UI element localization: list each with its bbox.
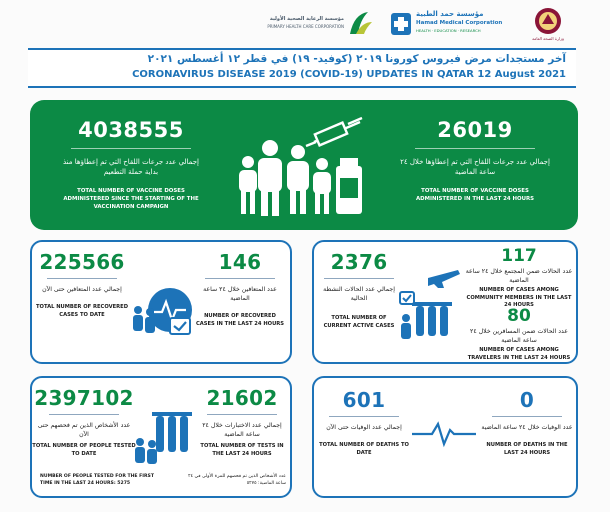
test-tubes-people-icon — [132, 408, 194, 466]
recovered-last24-stat — [194, 250, 286, 328]
divider — [71, 148, 191, 149]
first-time-tested-note-en: NUMBER OF PEOPLE TESTED FOR THE FIRST TIME IN THE LAST 24 HOURS: 5275 — [40, 474, 154, 486]
deaths-total-value: 601 — [342, 388, 386, 412]
deaths-box — [312, 376, 578, 498]
divider — [207, 414, 277, 415]
divider — [324, 278, 394, 279]
deaths-last24-label-en: NUMBER OF DEATHS IN THE LAST 24 HOURS — [486, 442, 568, 456]
heartbeat-line-icon — [412, 420, 476, 448]
vaccine-last24-card — [400, 118, 550, 203]
deaths-total-label-ar: إجمالي عدد الوفيات حتى الآن — [326, 424, 402, 431]
tested-last24-label-ar: إجمالي عدد الاختبارات خلال ٢٤ ساعة الماضية — [202, 422, 282, 438]
first-time-tested-note-ar: عدد الأشخاص الذين تم فحصهم للمرة الأولى في ٢٤ ساعة الماضية: ٥٢٧٥ — [188, 474, 286, 486]
tested-total-label-ar: عدد الأشخاص الذين تم فحصهم حتى الآن — [37, 422, 131, 438]
vaccine-family-icon — [236, 112, 366, 220]
tested-total-stat — [32, 386, 136, 458]
traveler-cases-label-ar: عدد الحالات ضمن المسافرين خلال ٢٤ ساعة الماضية — [470, 328, 568, 344]
active-total-label-ar: إجمالي عدد الحالات النشطة الحالية — [323, 286, 395, 302]
recovered-last24-label-ar: عدد المتعافين خلال ٢٤ ساعة الماضية — [203, 286, 277, 302]
divider — [492, 416, 562, 417]
moph-logo — [528, 6, 568, 44]
recovered-people-icon — [130, 282, 192, 338]
vaccine-total-card — [56, 118, 206, 211]
tested-total-label-en: TOTAL NUMBER OF PEOPLE TESTED TO DATE — [32, 443, 136, 457]
phcc-logo — [267, 8, 374, 42]
title-arabic: آخر مستجدات مرض فيروس كورونا ٢٠١٩ (كوفيد- ١٩) في قطر ١٢ أغسطس ٢٠٢١ — [147, 53, 566, 65]
phcc-name-ar: مؤسسة الرعاية الصحية الأولية — [269, 16, 344, 22]
vaccine-total-value: 4038555 — [78, 118, 184, 142]
divider — [47, 278, 117, 279]
title-band — [28, 48, 576, 88]
tested-last24-stat — [196, 386, 288, 458]
tested-box — [30, 376, 292, 498]
vaccine-last24-label-en: TOTAL NUMBER OF VACCINE DOSES ADMINISTERED IN THE LAST 24 HOURS — [415, 188, 535, 202]
traveler-cases-stat — [464, 306, 574, 362]
community-cases-label-en: NUMBER OF CASES AMONG COMMUNITY MEMBERS IN THE LAST 24 HOURS — [466, 287, 572, 308]
hmc-tagline: HEALTH · EDUCATION · RESEARCH — [416, 28, 481, 33]
hmc-name-en: Hamad Medical Corporation — [416, 20, 503, 26]
tested-last24-label-en: TOTAL NUMBER OF TESTS IN THE LAST 24 HOURS — [200, 443, 284, 457]
hmc-emblem-icon — [390, 12, 412, 36]
airplane-tubes-icon — [398, 266, 462, 346]
community-cases-stat — [464, 246, 574, 310]
vaccine-total-label-ar: إجمالي عدد جرعات اللقاح التي تم إعطاؤها منذ بداية حملة التطعيم — [62, 158, 199, 176]
recovered-box — [30, 240, 292, 364]
traveler-cases-value: 80 — [507, 306, 531, 326]
vaccine-total-label-en: TOTAL NUMBER OF VACCINE DOSES ADMINISTERED SINCE THE STARTING OF THE VACCINATION CAMPAIGN — [63, 188, 199, 210]
vaccine-last24-value: 26019 — [437, 118, 513, 142]
divider — [329, 416, 399, 417]
deaths-total-stat — [318, 388, 410, 457]
deaths-total-label-en: TOTAL NUMBER OF DEATHS TO DATE — [319, 442, 409, 456]
divider — [49, 414, 119, 415]
vaccination-panel — [30, 100, 578, 230]
vaccine-last24-label-ar: إجمالي عدد جرعات اللقاح التي تم إعطاؤها خلال ٢٤ ساعة الماضية — [400, 158, 550, 176]
deaths-last24-value: 0 — [519, 388, 535, 412]
divider — [205, 278, 275, 279]
recovered-total-label-en: TOTAL NUMBER OF RECOVERED CASES TO DATE — [36, 304, 129, 318]
community-cases-value: 117 — [501, 246, 537, 266]
moph-emblem-icon — [528, 6, 568, 36]
divider — [415, 148, 535, 149]
recovered-total-stat — [36, 250, 128, 319]
active-total-value: 2376 — [330, 250, 388, 274]
recovered-last24-label-en: NUMBER OF RECOVERED CASES IN THE LAST 24 HOURS — [195, 313, 285, 327]
title-english: CORONAVIRUS DISEASE 2019 (COVID-19) UPDATES IN QATAR 12 August 2021 — [132, 69, 566, 80]
deaths-last24-label-ar: عدد الوفيات خلال ٢٤ ساعة الماضية — [481, 424, 573, 431]
community-cases-label-ar: عدد الحالات ضمن المجتمع خلال ٢٤ ساعة الماضية — [465, 268, 573, 284]
recovered-last24-value: 146 — [218, 250, 262, 274]
deaths-last24-stat — [480, 388, 574, 457]
hmc-name-ar: مؤسسة حمد الطبية — [416, 10, 484, 18]
moph-name-ar: وزارة الصحة العامة — [532, 36, 564, 41]
tested-last24-value: 21602 — [206, 386, 278, 410]
active-total-label-en: TOTAL NUMBER OF CURRENT ACTIVE CASES — [323, 315, 395, 329]
recovered-total-value: 225566 — [39, 250, 125, 274]
active-total-stat — [318, 250, 400, 330]
tested-total-value: 2397102 — [34, 386, 134, 410]
traveler-cases-label-en: NUMBER OF CASES AMONG TRAVELERS IN THE LAST 24 HOURS — [467, 347, 571, 361]
recovered-total-label-ar: إجمالي عدد المتعافين حتى الآن — [42, 286, 122, 293]
phcc-emblem-icon — [346, 8, 374, 38]
phcc-name-en: PRIMARY HEALTH CARE CORPORATION — [267, 24, 344, 29]
active-cases-box — [312, 240, 578, 364]
hmc-logo — [390, 10, 510, 42]
